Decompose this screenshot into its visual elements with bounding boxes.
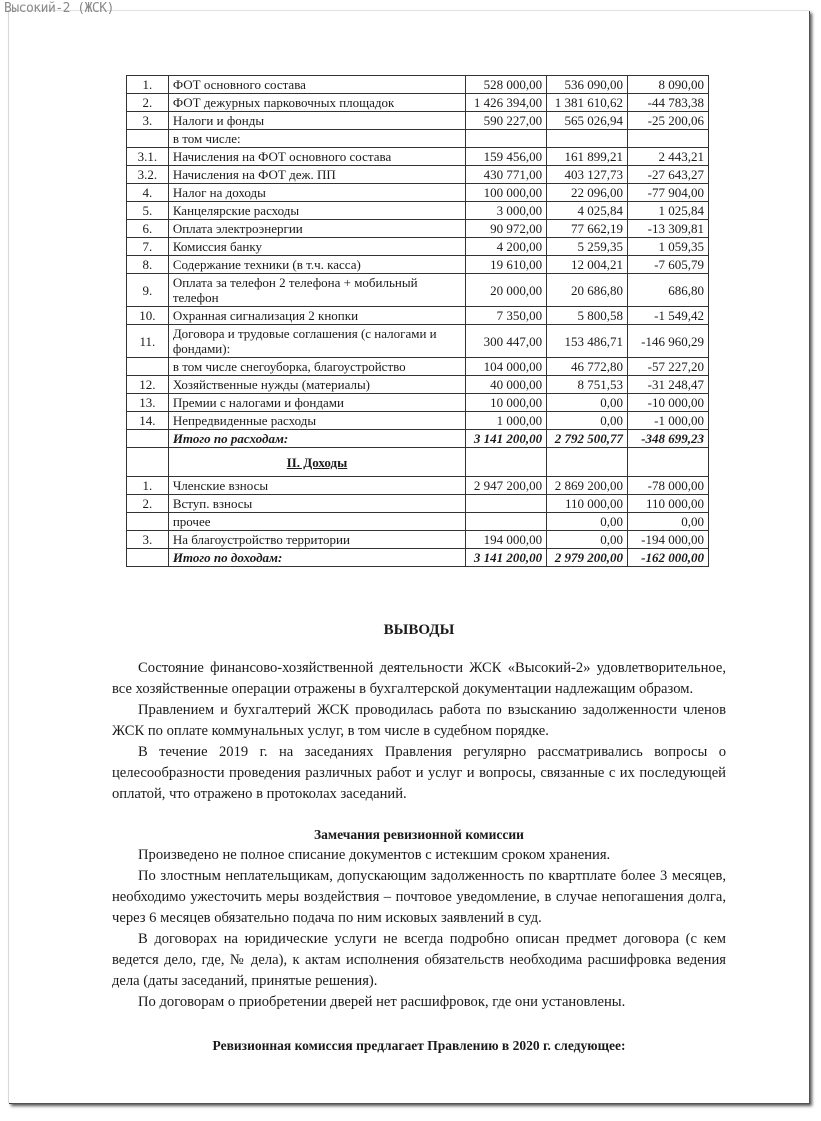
plan-value: 590 227,00 xyxy=(466,112,547,130)
diff-value: -146 960,29 xyxy=(628,325,709,358)
plan-value: 300 447,00 xyxy=(466,325,547,358)
row-name: Оплата электроэнергии xyxy=(168,220,465,238)
diff-value: 1 059,35 xyxy=(628,238,709,256)
fact-value: 0,00 xyxy=(547,412,628,430)
watermark-label: Высокий-2 (ЖСК) xyxy=(4,1,114,16)
proposal-heading: Ревизионная комиссия предлагает Правлению в 2020 г. следующее: xyxy=(212,1038,626,1053)
row-number: 2. xyxy=(127,94,169,112)
row-number xyxy=(127,430,169,448)
row-name: Начисления на ФОТ деж. ПП xyxy=(168,166,465,184)
plan-value: 7 350,00 xyxy=(466,307,547,325)
plan-value: 3 141 200,00 xyxy=(466,430,547,448)
table-row xyxy=(127,202,709,220)
table-row xyxy=(127,477,709,495)
row-name: Комиссия банку xyxy=(168,238,465,256)
plan-value: 2 947 200,00 xyxy=(466,477,547,495)
diff-value: 2 443,21 xyxy=(628,148,709,166)
remarks-paragraph: По злостным неплательщикам, допускающим задолженность по квартплате более 3 месяцев, необходимо ужесточить меры воздействия – почтовое уведомление, в случае непогашения долга, через 6 месяцев обязательно подача по ним исковых заявлений в суд. xyxy=(112,868,726,926)
fact-value: 22 096,00 xyxy=(547,184,628,202)
table-row xyxy=(127,495,709,513)
table-row xyxy=(127,513,709,531)
diff-value: -27 643,27 xyxy=(628,166,709,184)
plan-value: 430 771,00 xyxy=(466,166,547,184)
plan-value xyxy=(466,495,547,513)
fact-value: 0,00 xyxy=(547,513,628,531)
plan-value xyxy=(466,513,547,531)
fact-value: 46 772,80 xyxy=(547,358,628,376)
table-row xyxy=(127,238,709,256)
row-name: прочее xyxy=(168,513,465,531)
row-number: 1. xyxy=(127,76,169,94)
table-row xyxy=(127,148,709,166)
fact-value: 0,00 xyxy=(547,531,628,549)
fact-value: 0,00 xyxy=(547,394,628,412)
row-number: 5. xyxy=(127,202,169,220)
row-number: 4. xyxy=(127,184,169,202)
plan-value: 528 000,00 xyxy=(466,76,547,94)
diff-value: 8 090,00 xyxy=(628,76,709,94)
table-row xyxy=(127,274,709,307)
diff-value: 110 000,00 xyxy=(628,495,709,513)
row-number: 2. xyxy=(127,495,169,513)
table-row xyxy=(127,94,709,112)
conclusions-title: ВЫВОДЫ xyxy=(383,622,455,638)
row-number: 13. xyxy=(127,394,169,412)
row-number: 12. xyxy=(127,376,169,394)
diff-value: -348 699,23 xyxy=(628,430,709,448)
plan-value: 1 000,00 xyxy=(466,412,547,430)
diff-value: -57 227,20 xyxy=(628,358,709,376)
table-row xyxy=(127,112,709,130)
row-number: 1. xyxy=(127,477,169,495)
row-number: 3. xyxy=(127,531,169,549)
fact-value: 5 259,35 xyxy=(547,238,628,256)
income-section-title: II. Доходы xyxy=(168,448,465,477)
plan-value: 194 000,00 xyxy=(466,531,547,549)
diff-value: 686,80 xyxy=(628,274,709,307)
table-row xyxy=(127,76,709,94)
fact-value: 565 026,94 xyxy=(547,112,628,130)
plan-value: 40 000,00 xyxy=(466,376,547,394)
row-name: Канцелярские расходы xyxy=(168,202,465,220)
fact-value: 153 486,71 xyxy=(547,325,628,358)
table-row xyxy=(127,256,709,274)
row-name: Непредвиденные расходы xyxy=(168,412,465,430)
budget-table-body xyxy=(127,76,709,567)
row-name: Итого по расходам: xyxy=(168,430,465,448)
table-row xyxy=(127,531,709,549)
empty-cell xyxy=(628,448,709,477)
plan-value xyxy=(466,130,547,148)
fact-value: 20 686,80 xyxy=(547,274,628,307)
income-total-row xyxy=(127,549,709,567)
table-row xyxy=(127,166,709,184)
diff-value: -1 549,42 xyxy=(628,307,709,325)
row-name: ФОТ основного состава xyxy=(168,76,465,94)
row-name: Премии с налогами и фондами xyxy=(168,394,465,412)
row-name: Налоги и фонды xyxy=(168,112,465,130)
conclusions-paragraph: Состояние финансово-хозяйственной деятельности ЖСК «Высокий-2» удовлетворительное, все хозяйственные операции отражены в бухгалтерской документации надлежащим образом. xyxy=(112,660,726,697)
remarks-paragraph: В договорах на юридические услуги не всегда подробно описан предмет договора (с кем ведется дело, где, № дела), к актам исполнения обязательств необходима расшифровка ведения дела (даты заседаний, принятые решения). xyxy=(112,931,726,989)
diff-value: -77 904,00 xyxy=(628,184,709,202)
diff-value: -162 000,00 xyxy=(628,549,709,567)
row-number: 10. xyxy=(127,307,169,325)
row-number xyxy=(127,513,169,531)
row-name: Охранная сигнализация 2 кнопки xyxy=(168,307,465,325)
diff-value: -194 000,00 xyxy=(628,531,709,549)
row-number: 3.1. xyxy=(127,148,169,166)
fact-value xyxy=(547,130,628,148)
table-row xyxy=(127,184,709,202)
conclusions-paragraph: В течение 2019 г. на заседаниях Правления регулярно рассматривались вопросы о целесообразности проведения различных работ и услуг и вопросы, связанные с их последующей оплатой, что отражено в протоколах заседаний. xyxy=(112,744,726,802)
fact-value: 161 899,21 xyxy=(547,148,628,166)
fact-value: 8 751,53 xyxy=(547,376,628,394)
fact-value: 403 127,73 xyxy=(547,166,628,184)
diff-value: -44 783,38 xyxy=(628,94,709,112)
plan-value: 104 000,00 xyxy=(466,358,547,376)
remarks-paragraph: Произведено не полное списание документов с истекшим сроком хранения. xyxy=(138,847,611,863)
empty-cell xyxy=(547,448,628,477)
diff-value: -78 000,00 xyxy=(628,477,709,495)
empty-cell xyxy=(127,448,169,477)
row-name: Вступ. взносы xyxy=(168,495,465,513)
plan-value: 3 000,00 xyxy=(466,202,547,220)
income-section-row xyxy=(127,448,709,477)
row-name: Членские взносы xyxy=(168,477,465,495)
fact-value: 2 979 200,00 xyxy=(547,549,628,567)
row-name: Оплата за телефон 2 телефона + мобильный телефон xyxy=(168,274,465,307)
row-number: 11. xyxy=(127,325,169,358)
table-row xyxy=(127,220,709,238)
row-number: 3. xyxy=(127,112,169,130)
row-name: Итого по доходам: xyxy=(168,549,465,567)
fact-value: 536 090,00 xyxy=(547,76,628,94)
remarks-paragraph: По договорам о приобретении дверей нет расшифровок, где они установлены. xyxy=(138,994,626,1010)
row-name: в том числе снегоуборка, благоустройство xyxy=(168,358,465,376)
plan-value: 4 200,00 xyxy=(466,238,547,256)
row-number: 14. xyxy=(127,412,169,430)
plan-value: 159 456,00 xyxy=(466,148,547,166)
diff-value: -7 605,79 xyxy=(628,256,709,274)
diff-value: -13 309,81 xyxy=(628,220,709,238)
row-number: 9. xyxy=(127,274,169,307)
row-name: в том числе: xyxy=(168,130,465,148)
table-row xyxy=(127,358,709,376)
fact-value: 2 869 200,00 xyxy=(547,477,628,495)
row-number xyxy=(127,549,169,567)
table-row xyxy=(127,376,709,394)
fact-value: 4 025,84 xyxy=(547,202,628,220)
plan-value: 100 000,00 xyxy=(466,184,547,202)
diff-value: 1 025,84 xyxy=(628,202,709,220)
fact-value: 77 662,19 xyxy=(547,220,628,238)
fact-value: 1 381 610,62 xyxy=(547,94,628,112)
plan-value: 3 141 200,00 xyxy=(466,549,547,567)
row-name: На благоустройство территории xyxy=(168,531,465,549)
row-name: Налог на доходы xyxy=(168,184,465,202)
plan-value: 10 000,00 xyxy=(466,394,547,412)
fact-value: 2 792 500,77 xyxy=(547,430,628,448)
row-number: 7. xyxy=(127,238,169,256)
table-row xyxy=(127,412,709,430)
plan-value: 20 000,00 xyxy=(466,274,547,307)
diff-value: -1 000,00 xyxy=(628,412,709,430)
table-row xyxy=(127,307,709,325)
table-row xyxy=(127,394,709,412)
empty-cell xyxy=(466,448,547,477)
row-name: ФОТ дежурных парковочных площадок xyxy=(168,94,465,112)
table-row xyxy=(127,130,709,148)
plan-value: 19 610,00 xyxy=(466,256,547,274)
document-text xyxy=(112,620,726,1056)
expense-total-row xyxy=(127,430,709,448)
row-number xyxy=(127,130,169,148)
plan-value: 1 426 394,00 xyxy=(466,94,547,112)
row-number: 6. xyxy=(127,220,169,238)
fact-value: 12 004,21 xyxy=(547,256,628,274)
plan-value: 90 972,00 xyxy=(466,220,547,238)
row-name: Договора и трудовые соглашения (с налогами и фондами): xyxy=(168,325,465,358)
conclusions-paragraph: Правлением и бухгалтерий ЖСК проводилась работа по взысканию задолженности членов ЖСК по оплате коммунальных услуг, в том числе в судебном порядке. xyxy=(112,702,726,739)
fact-value: 5 800,58 xyxy=(547,307,628,325)
row-number: 8. xyxy=(127,256,169,274)
diff-value: -25 200,06 xyxy=(628,112,709,130)
remarks-title: Замечания ревизионной комиссии xyxy=(314,827,524,842)
row-name: Хозяйственные нужды (материалы) xyxy=(168,376,465,394)
row-name: Начисления на ФОТ основного состава xyxy=(168,148,465,166)
table-row xyxy=(127,325,709,358)
row-name: Содержание техники (в т.ч. касса) xyxy=(168,256,465,274)
diff-value: 0,00 xyxy=(628,513,709,531)
budget-table xyxy=(126,75,709,567)
row-number xyxy=(127,358,169,376)
fact-value: 110 000,00 xyxy=(547,495,628,513)
diff-value: -31 248,47 xyxy=(628,376,709,394)
row-number: 3.2. xyxy=(127,166,169,184)
diff-value xyxy=(628,130,709,148)
diff-value: -10 000,00 xyxy=(628,394,709,412)
